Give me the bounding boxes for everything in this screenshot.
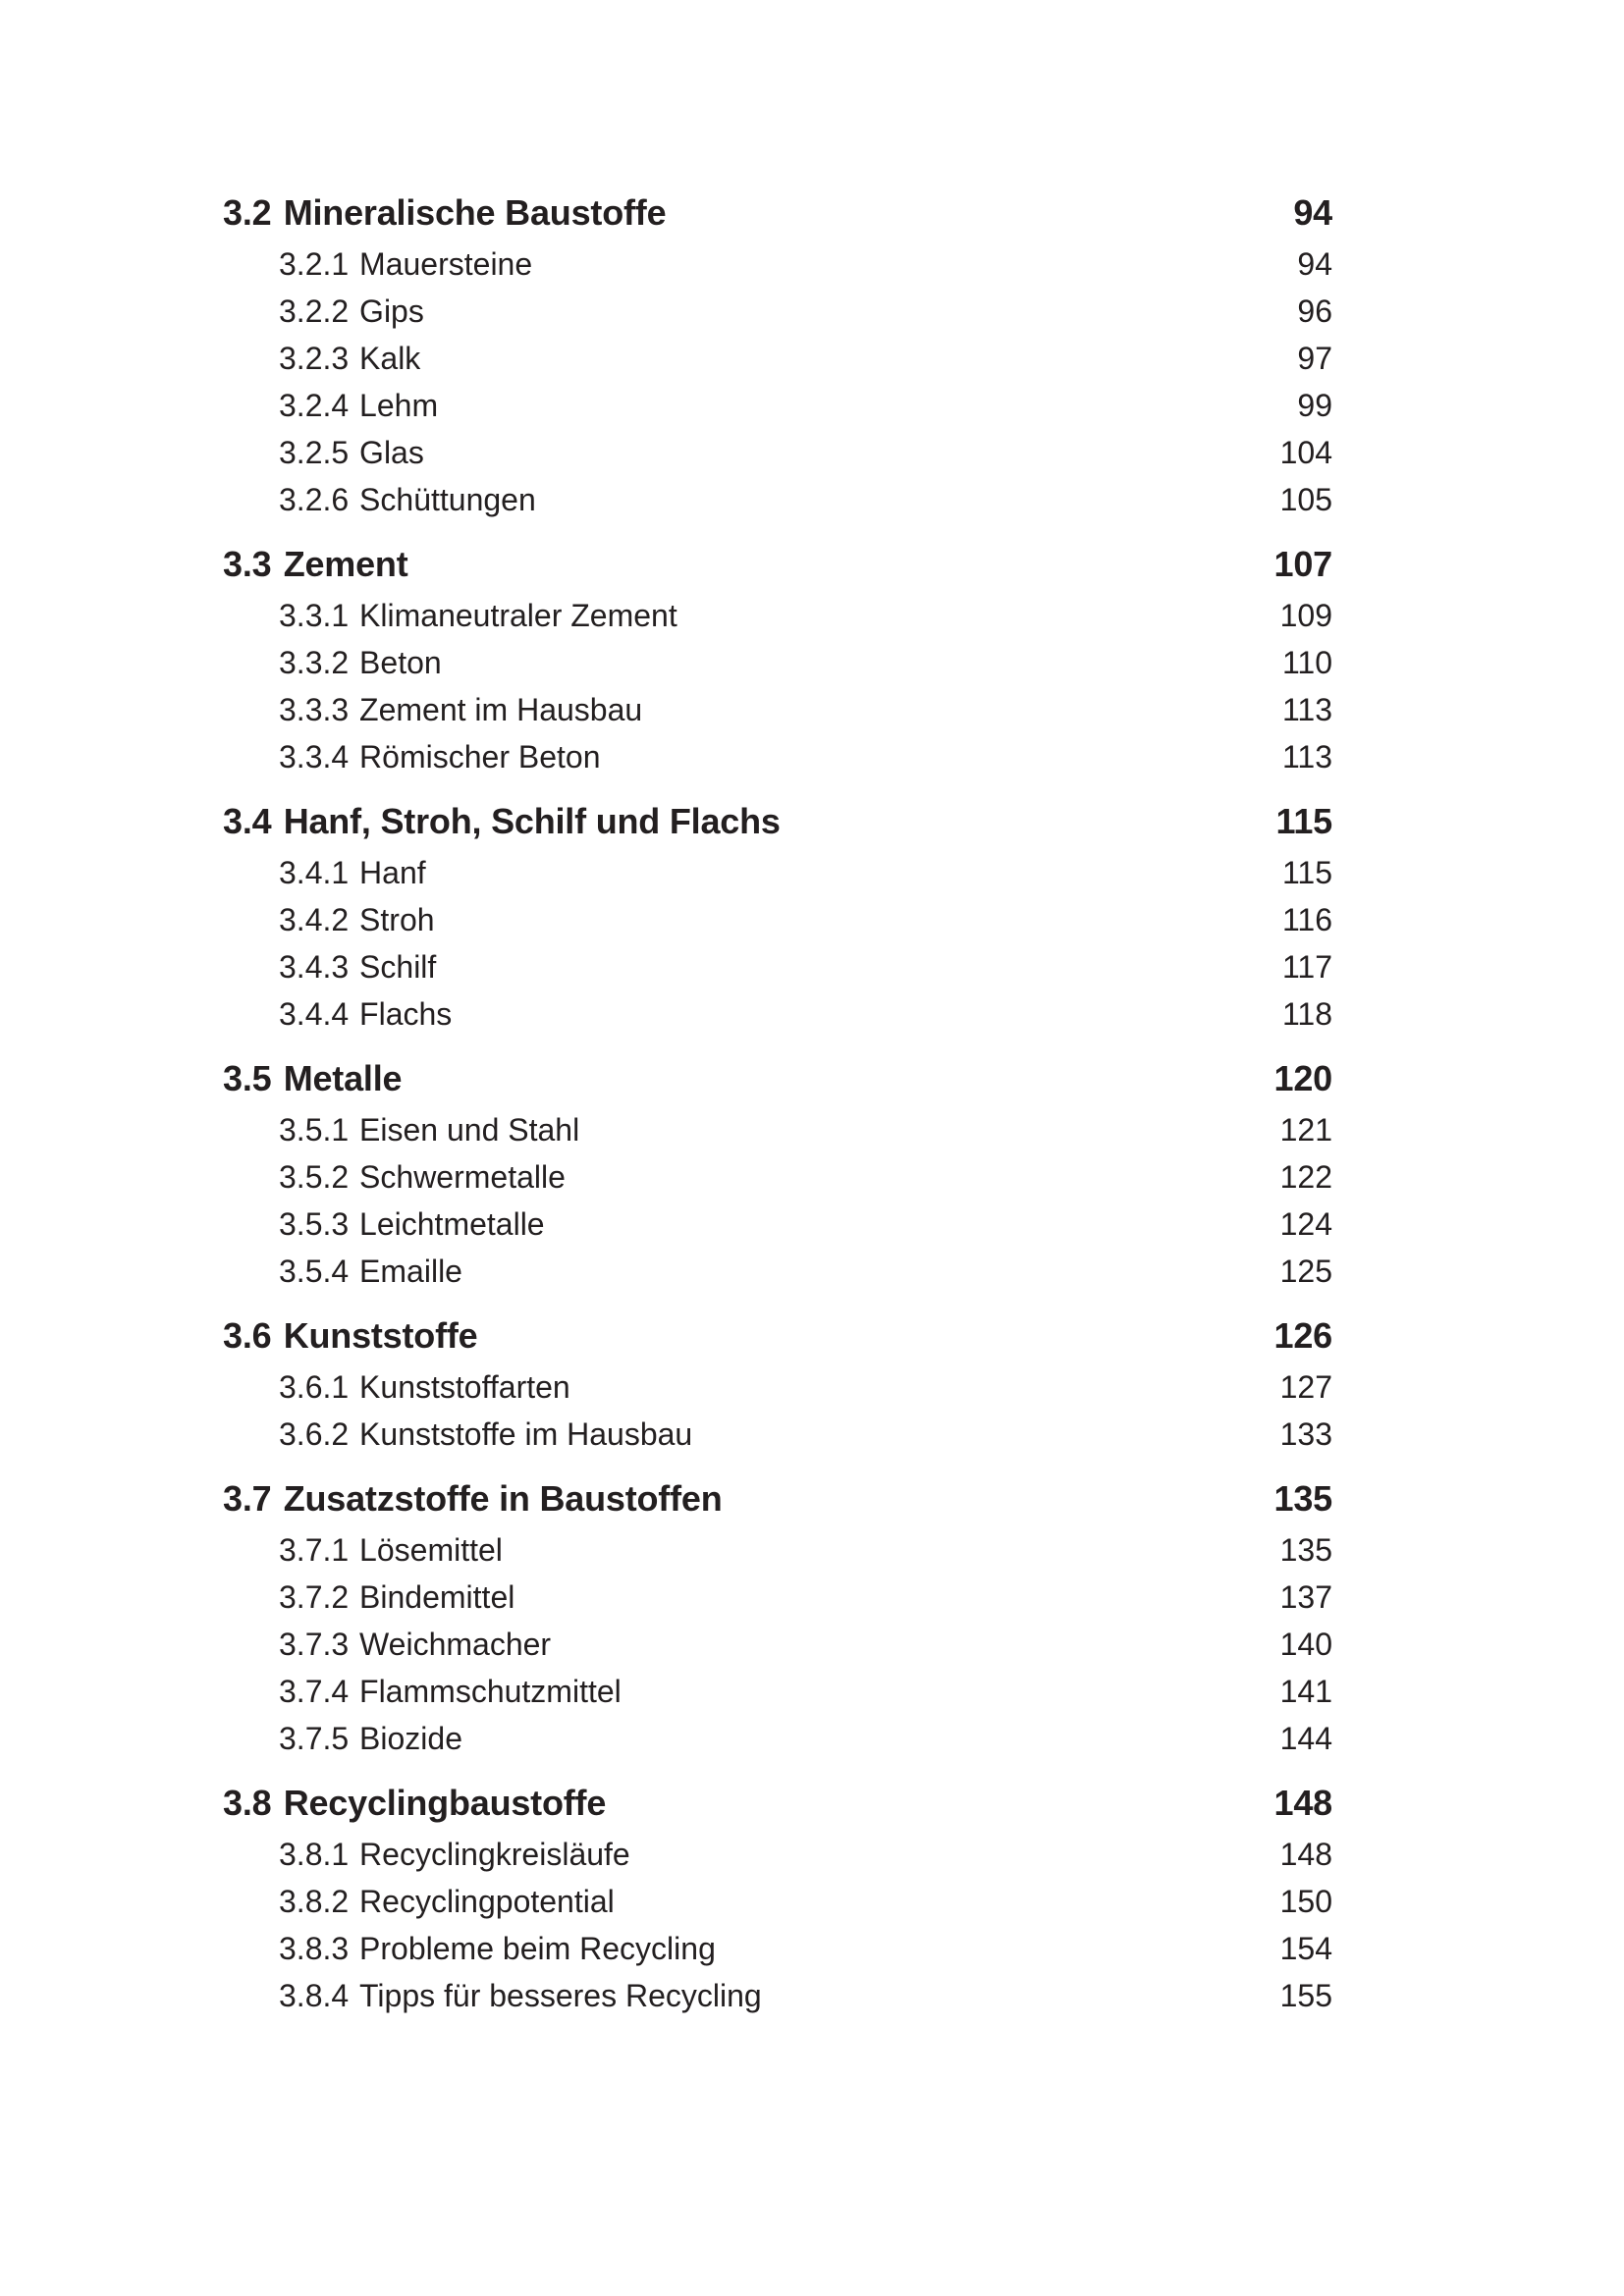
toc-item-title: Eisen und Stahl bbox=[359, 1111, 580, 1148]
toc-item-number: 3.7.2 bbox=[279, 1578, 350, 1615]
toc-item-label bbox=[279, 645, 442, 681]
toc-item-row bbox=[223, 639, 1332, 686]
toc-section-row bbox=[223, 1312, 1332, 1360]
toc-item-title: Emaille bbox=[359, 1253, 462, 1289]
toc-section bbox=[223, 1055, 1332, 1295]
toc-item-row bbox=[223, 592, 1332, 639]
toc-section-label bbox=[223, 801, 781, 842]
toc-item-page: 99 bbox=[1297, 387, 1332, 423]
toc-item-title: Recyclingkreisläufe bbox=[359, 1836, 630, 1872]
toc-item-title: Stroh bbox=[359, 901, 435, 937]
toc-item-number: 3.4.4 bbox=[279, 995, 350, 1032]
toc-item-number: 3.8.3 bbox=[279, 1930, 350, 1966]
toc-item-row bbox=[223, 990, 1332, 1038]
toc-section-page: 115 bbox=[1275, 801, 1332, 841]
toc-item-label bbox=[279, 1884, 615, 1920]
toc-item-page: 127 bbox=[1279, 1368, 1332, 1405]
toc-item-page: 116 bbox=[1281, 901, 1332, 937]
toc-item-number: 3.7.5 bbox=[279, 1720, 350, 1756]
toc-item-label bbox=[279, 692, 642, 728]
toc-item-number: 3.8.2 bbox=[279, 1883, 350, 1919]
toc-item-row bbox=[223, 476, 1332, 523]
toc-item-row bbox=[223, 1153, 1332, 1201]
toc-section-title: Metalle bbox=[283, 1058, 403, 1098]
toc-item-row bbox=[223, 943, 1332, 990]
toc-section-page: 94 bbox=[1293, 192, 1332, 233]
toc-section-title: Zusatzstoffe in Baustoffen bbox=[283, 1478, 723, 1519]
toc-item-row bbox=[223, 1972, 1332, 2019]
toc-item-label bbox=[279, 1579, 514, 1616]
toc-section-label bbox=[223, 544, 408, 585]
toc-item-row bbox=[223, 896, 1332, 943]
toc-item-label bbox=[279, 482, 536, 518]
toc-item-title: Lehm bbox=[359, 387, 439, 423]
toc-item-row bbox=[223, 686, 1332, 733]
toc-item-row bbox=[223, 849, 1332, 896]
toc-item-row bbox=[223, 1526, 1332, 1574]
toc-item-page: 115 bbox=[1281, 854, 1332, 890]
toc-item-label bbox=[279, 1674, 622, 1710]
toc-item-row bbox=[223, 1621, 1332, 1668]
toc-section-title: Hanf, Stroh, Schilf und Flachs bbox=[283, 801, 781, 841]
toc-item-title: Kunststoffarten bbox=[359, 1368, 570, 1405]
toc-section bbox=[223, 1780, 1332, 2019]
toc-item-number: 3.5.4 bbox=[279, 1253, 350, 1289]
toc-item-number: 3.7.4 bbox=[279, 1673, 350, 1709]
toc-section-row bbox=[223, 1055, 1332, 1102]
toc-section-title: Kunststoffe bbox=[283, 1315, 478, 1356]
toc-item-number: 3.2.6 bbox=[279, 481, 350, 517]
toc-section-title: Zement bbox=[283, 544, 408, 584]
toc-item-label bbox=[279, 739, 600, 775]
toc-item-page: 109 bbox=[1279, 597, 1332, 633]
toc-item-row bbox=[223, 1411, 1332, 1458]
toc-item-page: 144 bbox=[1279, 1720, 1332, 1756]
toc-section bbox=[223, 798, 1332, 1038]
toc-item-page: 137 bbox=[1279, 1578, 1332, 1615]
toc-item-label bbox=[279, 855, 426, 891]
toc-item-title: Klimaneutraler Zement bbox=[359, 597, 677, 633]
toc-item-title: Glas bbox=[359, 434, 424, 470]
toc-item-number: 3.3.1 bbox=[279, 597, 350, 633]
toc-item-title: Biozide bbox=[359, 1720, 462, 1756]
toc-item-title: Schüttungen bbox=[359, 481, 536, 517]
toc-section bbox=[223, 1312, 1332, 1458]
toc-item-page: 113 bbox=[1281, 691, 1332, 727]
toc-section-number: 3.8 bbox=[223, 1783, 272, 1823]
toc-item-page: 154 bbox=[1279, 1930, 1332, 1966]
toc-section-label bbox=[223, 1058, 402, 1099]
toc-item-label bbox=[279, 1206, 545, 1243]
toc-item-row bbox=[223, 1925, 1332, 1972]
toc-item-page: 121 bbox=[1279, 1111, 1332, 1148]
toc-item-title: Weichmacher bbox=[359, 1626, 552, 1662]
toc-item-page: 135 bbox=[1279, 1531, 1332, 1568]
toc-item-row bbox=[223, 1248, 1332, 1295]
toc-item-title: Flammschutzmittel bbox=[359, 1673, 622, 1709]
toc-item-title: Schilf bbox=[359, 948, 437, 985]
toc-section-number: 3.6 bbox=[223, 1315, 272, 1356]
toc-item-number: 3.2.5 bbox=[279, 434, 350, 470]
toc-item-number: 3.2.4 bbox=[279, 387, 350, 423]
toc-item-title: Bindemittel bbox=[359, 1578, 515, 1615]
toc-item-page: 94 bbox=[1297, 245, 1332, 282]
toc-item-number: 3.6.1 bbox=[279, 1368, 350, 1405]
toc-item-label bbox=[279, 1931, 716, 1967]
toc-item-number: 3.3.3 bbox=[279, 691, 350, 727]
toc-item-number: 3.3.2 bbox=[279, 644, 350, 680]
toc-item-title: Probleme beim Recycling bbox=[359, 1930, 716, 1966]
toc-item-label bbox=[279, 341, 420, 377]
toc-section-number: 3.3 bbox=[223, 544, 272, 584]
toc-item-page: 124 bbox=[1279, 1205, 1332, 1242]
toc-item-title: Gips bbox=[359, 293, 424, 329]
toc-item-label bbox=[279, 1837, 630, 1873]
toc-section-row bbox=[223, 1475, 1332, 1522]
toc-item-row bbox=[223, 1201, 1332, 1248]
toc-item-title: Römischer Beton bbox=[359, 738, 601, 774]
toc-item-title: Lösemittel bbox=[359, 1531, 503, 1568]
toc-item-label bbox=[279, 388, 438, 424]
toc-item-number: 3.7.3 bbox=[279, 1626, 350, 1662]
toc-section-page: 135 bbox=[1273, 1478, 1332, 1519]
toc-section-row bbox=[223, 1780, 1332, 1827]
toc-item-title: Kalk bbox=[359, 340, 421, 376]
toc-item-number: 3.2.1 bbox=[279, 245, 350, 282]
toc-section-number: 3.5 bbox=[223, 1058, 272, 1098]
toc-section-page: 126 bbox=[1273, 1315, 1332, 1356]
toc-item-label bbox=[279, 1369, 570, 1406]
toc-item-page: 104 bbox=[1279, 434, 1332, 470]
toc-item-number: 3.3.4 bbox=[279, 738, 350, 774]
toc-section-row bbox=[223, 189, 1332, 237]
toc-item-label bbox=[279, 1254, 462, 1290]
toc-section-page: 120 bbox=[1273, 1058, 1332, 1098]
toc-section bbox=[223, 541, 1332, 780]
toc-item-label bbox=[279, 1978, 762, 2014]
toc-item-row bbox=[223, 1363, 1332, 1411]
toc-section-title: Recyclingbaustoffe bbox=[283, 1783, 607, 1823]
toc-item-title: Schwermetalle bbox=[359, 1158, 566, 1195]
toc-item-number: 3.5.1 bbox=[279, 1111, 350, 1148]
toc-item-title: Beton bbox=[359, 644, 442, 680]
toc-item-label bbox=[279, 1627, 551, 1663]
toc-item-row bbox=[223, 429, 1332, 476]
toc-item-title: Leichtmetalle bbox=[359, 1205, 545, 1242]
toc-item-row bbox=[223, 1878, 1332, 1925]
toc-item-page: 97 bbox=[1297, 340, 1332, 376]
toc-item-title: Flachs bbox=[359, 995, 453, 1032]
toc-item-number: 3.4.3 bbox=[279, 948, 350, 985]
toc-item-number: 3.8.4 bbox=[279, 1977, 350, 2013]
toc-item-row bbox=[223, 335, 1332, 382]
toc-section-number: 3.7 bbox=[223, 1478, 272, 1519]
toc-item-row bbox=[223, 733, 1332, 780]
toc-item-label bbox=[279, 294, 424, 330]
toc-item-page: 141 bbox=[1279, 1673, 1332, 1709]
toc-section-label bbox=[223, 1478, 723, 1520]
toc-item-page: 117 bbox=[1281, 948, 1332, 985]
toc-item-title: Recyclingpotential bbox=[359, 1883, 615, 1919]
toc-item-title: Kunststoffe im Hausbau bbox=[359, 1415, 693, 1452]
toc-item-row bbox=[223, 1715, 1332, 1762]
toc-item-number: 3.2.2 bbox=[279, 293, 350, 329]
toc-section-label bbox=[223, 1783, 606, 1824]
toc-item-title: Hanf bbox=[359, 854, 426, 890]
toc-item-row bbox=[223, 382, 1332, 429]
toc-section-row bbox=[223, 541, 1332, 588]
toc-item-page: 113 bbox=[1281, 738, 1332, 774]
toc-item-row bbox=[223, 1106, 1332, 1153]
toc-item-label bbox=[279, 1112, 579, 1148]
toc-section-page: 107 bbox=[1273, 544, 1332, 584]
toc-item-number: 3.8.1 bbox=[279, 1836, 350, 1872]
toc-item-number: 3.6.2 bbox=[279, 1415, 350, 1452]
toc-item-number: 3.5.2 bbox=[279, 1158, 350, 1195]
toc-item-page: 140 bbox=[1279, 1626, 1332, 1662]
toc-item-page: 105 bbox=[1279, 481, 1332, 517]
toc-item-label bbox=[279, 1159, 566, 1196]
toc-item-title: Tipps für besseres Recycling bbox=[359, 1977, 762, 2013]
toc-item-label bbox=[279, 1532, 503, 1569]
toc-item-page: 118 bbox=[1281, 995, 1332, 1032]
toc-item-page: 155 bbox=[1279, 1977, 1332, 2013]
toc-item-number: 3.4.2 bbox=[279, 901, 350, 937]
toc-section-label bbox=[223, 1315, 477, 1357]
toc-section bbox=[223, 189, 1332, 523]
toc-section-label bbox=[223, 192, 666, 234]
toc-item-row bbox=[223, 1668, 1332, 1715]
toc-section-row bbox=[223, 798, 1332, 845]
toc-item-label bbox=[279, 902, 435, 938]
toc-item-page: 133 bbox=[1279, 1415, 1332, 1452]
toc-item-row bbox=[223, 240, 1332, 288]
toc-item-page: 110 bbox=[1281, 644, 1332, 680]
toc-item-label bbox=[279, 598, 677, 634]
toc-item-label bbox=[279, 1416, 692, 1453]
toc-section-number: 3.4 bbox=[223, 801, 272, 841]
toc-item-number: 3.5.3 bbox=[279, 1205, 350, 1242]
toc-item-title: Zement im Hausbau bbox=[359, 691, 643, 727]
toc-item-label bbox=[279, 996, 452, 1033]
toc-item-title: Mauersteine bbox=[359, 245, 533, 282]
toc-item-number: 3.7.1 bbox=[279, 1531, 350, 1568]
toc-item-page: 122 bbox=[1279, 1158, 1332, 1195]
toc-item-row bbox=[223, 288, 1332, 335]
toc-item-page: 148 bbox=[1279, 1836, 1332, 1872]
toc-item-row bbox=[223, 1831, 1332, 1878]
toc-item-page: 96 bbox=[1297, 293, 1332, 329]
toc-item-row bbox=[223, 1574, 1332, 1621]
toc-item-page: 150 bbox=[1279, 1883, 1332, 1919]
toc-item-label bbox=[279, 435, 424, 471]
toc-item-number: 3.4.1 bbox=[279, 854, 350, 890]
toc bbox=[223, 172, 1332, 2019]
toc-item-label bbox=[279, 1721, 462, 1757]
toc-item-page: 125 bbox=[1279, 1253, 1332, 1289]
toc-item-label bbox=[279, 246, 532, 283]
toc-section-page: 148 bbox=[1273, 1783, 1332, 1823]
toc-section-number: 3.2 bbox=[223, 192, 272, 233]
toc-item-label bbox=[279, 949, 436, 986]
toc-section bbox=[223, 1475, 1332, 1762]
toc-section-title: Mineralische Baustoffe bbox=[283, 192, 667, 233]
toc-item-number: 3.2.3 bbox=[279, 340, 350, 376]
